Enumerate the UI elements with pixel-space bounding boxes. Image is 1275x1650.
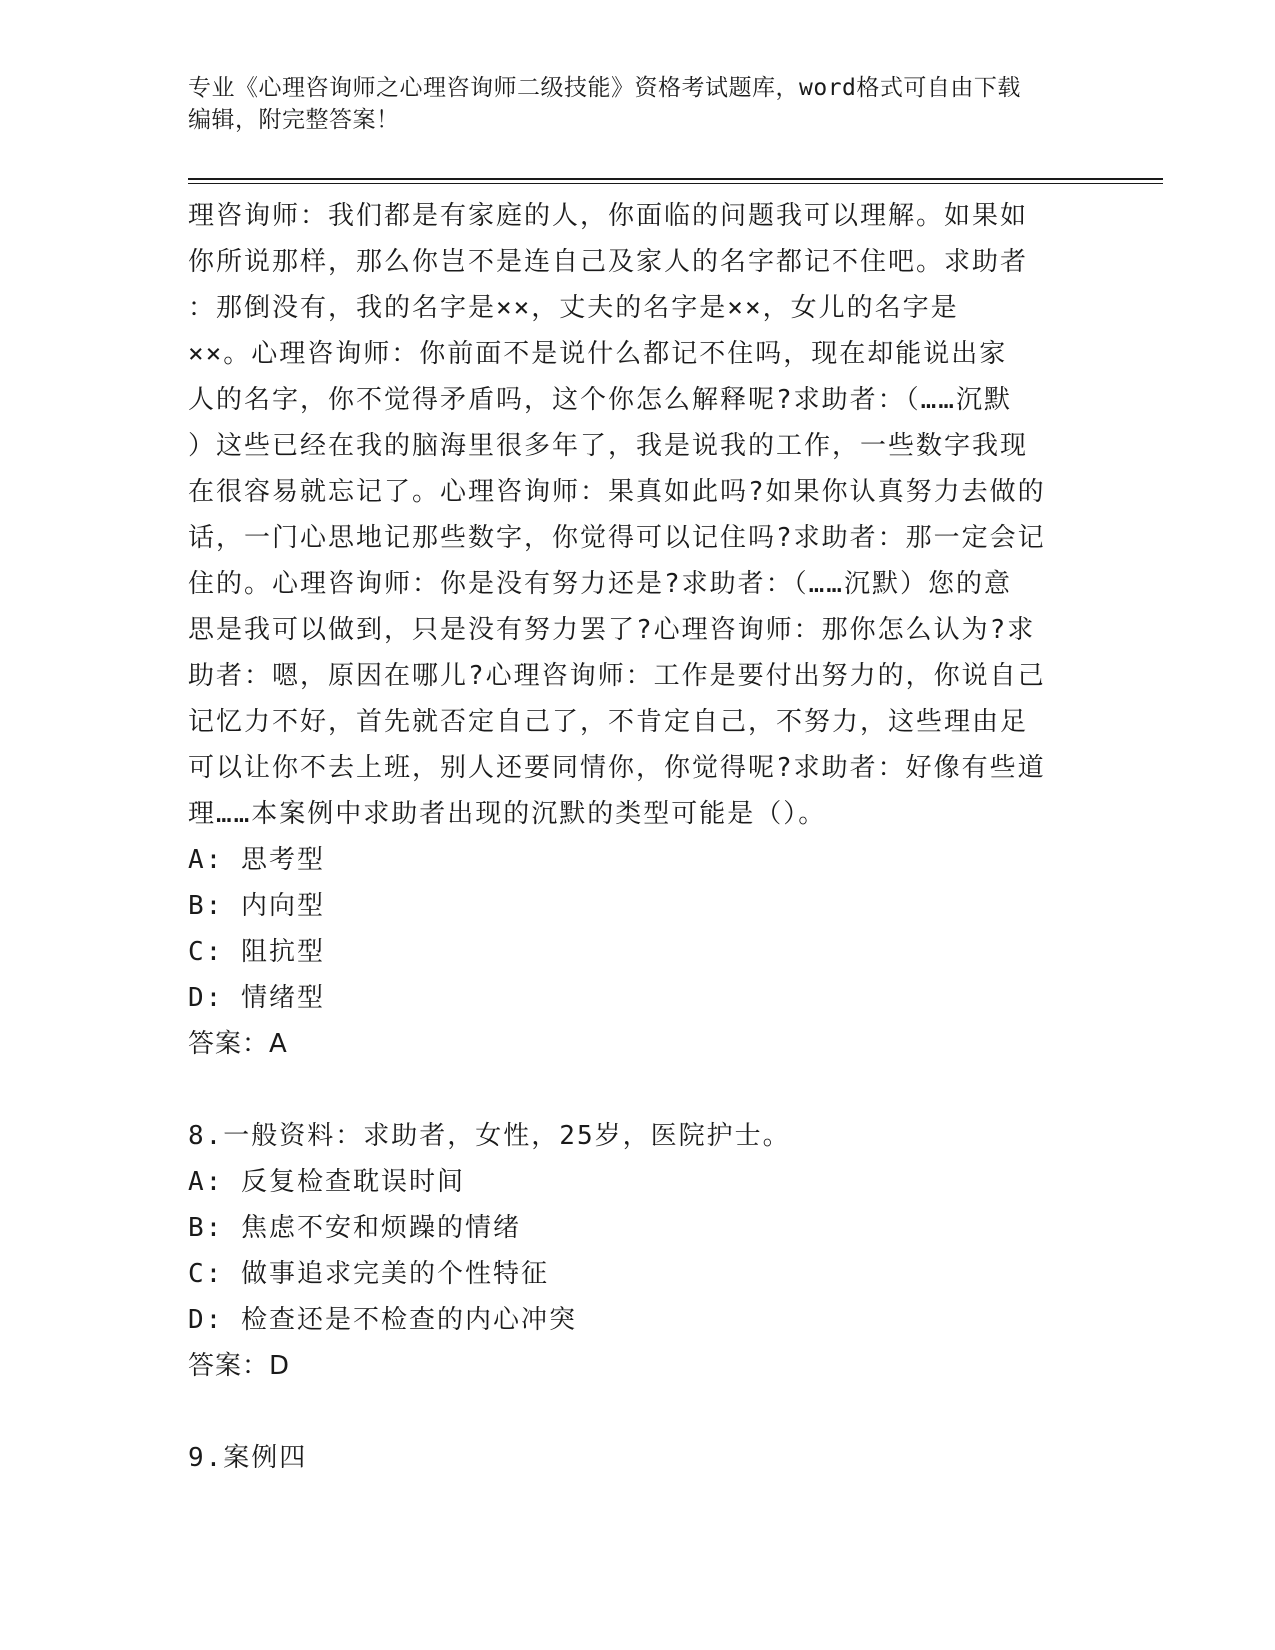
passage-line: 理……本案例中求助者出现的沉默的类型可能是（）。	[188, 799, 827, 829]
document-header	[188, 72, 1088, 136]
option-c: C: 阻抗型	[188, 937, 325, 967]
passage-line: ）这些已经在我的脑海里很多年了，我是说我的工作，一些数字我现	[188, 431, 1029, 461]
passage-line: 人的名字，你不觉得矛盾吗，这个你怎么解释呢?求助者：（……沉默	[188, 385, 1012, 415]
header-divider-thick	[188, 178, 1163, 180]
option-a: A: 反复检查耽误时间	[188, 1167, 465, 1197]
option-d: D: 情绪型	[188, 983, 325, 1013]
passage-line: 记忆力不好，首先就否定自己了，不肯定自己，不努力，这些理由足	[188, 707, 1029, 737]
passage-line: 你所说那样，那么你岂不是连自己及家人的名字都记不住吧。求助者	[188, 247, 1029, 277]
passage-line: 可以让你不去上班，别人还要同情你，你觉得呢?求助者：好像有些道	[188, 753, 1046, 783]
question-8-stem: 8.一般资料：求助者，女性，25岁，医院护士。	[188, 1121, 791, 1151]
passage-line: 在很容易就忘记了。心理咨询师：果真如此吗?如果你认真努力去做的	[188, 477, 1046, 507]
passage-line: ××。心理咨询师：你前面不是说什么都记不住吗，现在却能说出家	[188, 339, 1008, 369]
passage-line: 思是我可以做到，只是没有努力罢了?心理咨询师：那你怎么认为?求	[188, 615, 1036, 645]
question-9-stem: 9.案例四	[188, 1443, 308, 1473]
passage-line: 理咨询师：我们都是有家庭的人，你面临的问题我可以理解。如果如	[188, 201, 1029, 231]
question-8-options	[188, 1159, 1088, 1343]
option-b: B: 内向型	[188, 891, 325, 921]
option-b: B: 焦虑不安和烦躁的情绪	[188, 1213, 521, 1243]
passage-answer: 答案：A	[188, 1029, 288, 1059]
option-a: A: 思考型	[188, 845, 325, 875]
passage-line: ：那倒没有，我的名字是××，丈夫的名字是××，女儿的名字是	[188, 293, 959, 323]
passage-options	[188, 837, 1088, 1021]
header-line-2: 编辑，附完整答案！	[188, 107, 400, 133]
document-body	[188, 193, 1088, 1481]
case-passage	[188, 193, 1088, 837]
passage-line: 话，一门心思地记那些数字，你觉得可以记住吗?求助者：那一定会记	[188, 523, 1046, 553]
option-c: C: 做事追求完美的个性特征	[188, 1259, 549, 1289]
header-line-1: 专业《心理咨询师之心理咨询师二级技能》资格考试题库，word格式可自由下载	[188, 75, 1021, 101]
passage-line: 住的。心理咨询师：你是没有努力还是?求助者：（……沉默）您的意	[188, 569, 1012, 599]
passage-line: 助者：嗯，原因在哪儿?心理咨询师：工作是要付出努力的，你说自己	[188, 661, 1046, 691]
option-d: D: 检查还是不检查的内心冲突	[188, 1305, 577, 1335]
question-8-answer: 答案：D	[188, 1351, 291, 1381]
header-divider-thin	[188, 183, 1163, 184]
